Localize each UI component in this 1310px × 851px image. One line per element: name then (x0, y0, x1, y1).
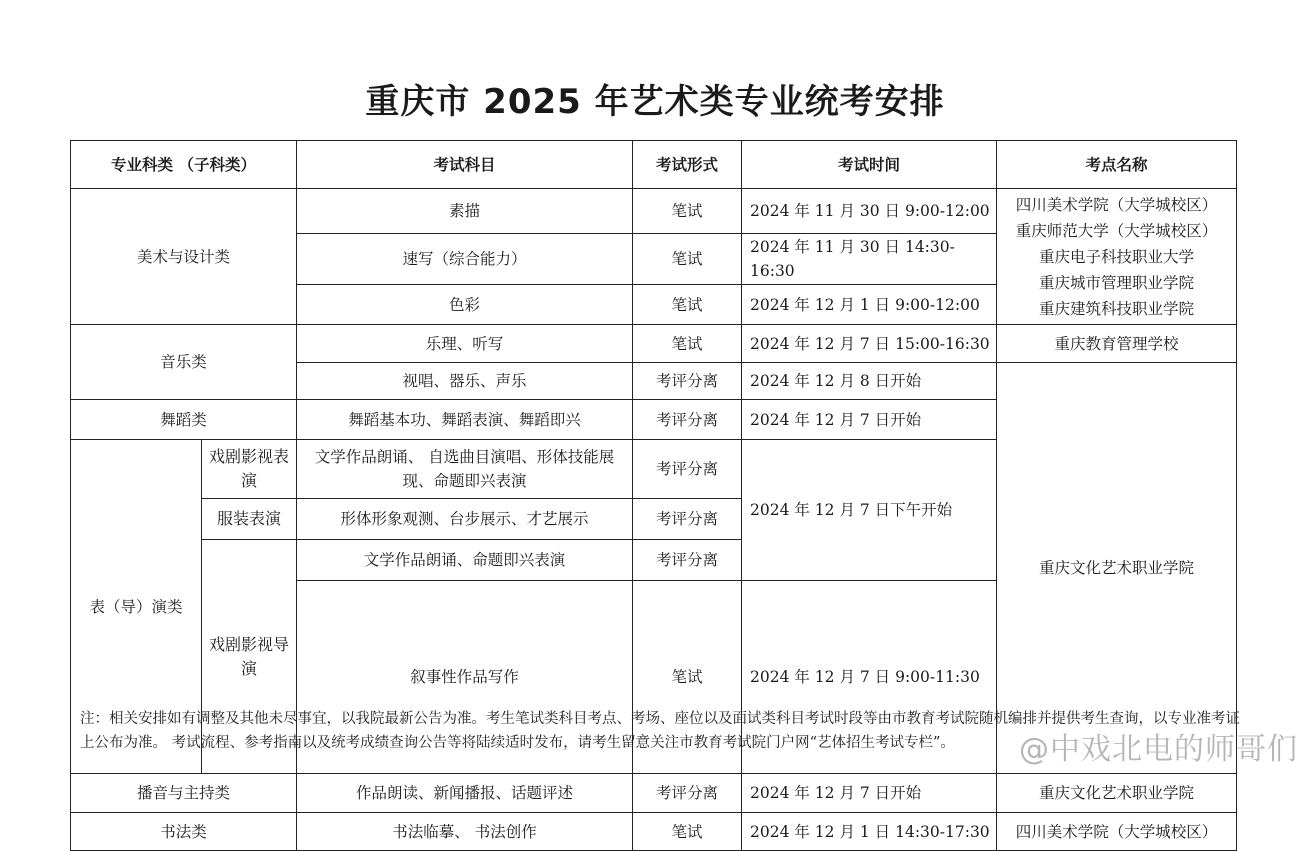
subject-cell: 作品朗读、新闻播报、话题评述 (297, 774, 633, 813)
venue-cell: 四川美术学院（大学城校区） (997, 813, 1237, 851)
form-cell: 笔试 (633, 285, 742, 325)
subcategory-fashion: 服装表演 (202, 499, 297, 540)
header-venue: 考点名称 (997, 141, 1237, 189)
header-category: 专业科类 （子科类） (71, 141, 297, 189)
subject-cell: 色彩 (297, 285, 633, 325)
subject-cell: 叙事性作品写作 (297, 581, 633, 774)
time-cell: 2024 年 12 月 1 日 9:00-12:00 (742, 285, 997, 325)
time-cell: 2024 年 11 月 30 日 14:30-16:30 (742, 234, 997, 285)
watermark: @中戏北电的师哥们 (1019, 732, 1298, 767)
form-cell: 考评分离 (633, 540, 742, 581)
time-cell: 2024 年 12 月 8 日开始 (742, 363, 997, 400)
venue-item: 四川美术学院（大学城校区） (1015, 195, 1218, 214)
venue-item: 重庆电子科技职业大学 (1038, 247, 1194, 266)
form-cell: 笔试 (633, 581, 742, 774)
time-cell: 2024 年 12 月 1 日 14:30-17:30 (742, 813, 997, 851)
form-cell: 笔试 (633, 189, 742, 234)
form-cell: 笔试 (633, 813, 742, 851)
category-music: 音乐类 (71, 325, 297, 400)
art-venue-list (997, 189, 1237, 325)
subject-cell: 素描 (297, 189, 633, 234)
form-cell: 考评分离 (633, 400, 742, 440)
venue-item: 重庆建筑科技职业学院 (1038, 299, 1194, 318)
header-form: 考试形式 (633, 141, 742, 189)
subject-cell: 舞蹈基本功、舞蹈表演、舞蹈即兴 (297, 400, 633, 440)
time-cell: 2024 年 12 月 7 日下午开始 (742, 440, 997, 581)
venue-item: 重庆师范大学（大学城校区） (1015, 221, 1218, 240)
category-dance: 舞蹈类 (71, 400, 297, 440)
category-calligraphy: 书法类 (71, 813, 297, 851)
subcategory-drama-acting: 戏剧影视表演 (202, 440, 297, 499)
venue-item: 重庆城市管理职业学院 (1038, 273, 1194, 292)
category-broadcast: 播音与主持类 (71, 774, 297, 813)
table-header-row (71, 141, 1237, 189)
venue-cell: 重庆教育管理学校 (997, 325, 1237, 363)
time-cell: 2024 年 12 月 7 日开始 (742, 400, 997, 440)
venue-cell-merged: 重庆文化艺术职业学院 (997, 363, 1237, 774)
time-cell: 2024 年 11 月 30 日 9:00-12:00 (742, 189, 997, 234)
table-row (71, 774, 1237, 813)
header-subject: 考试科目 (297, 141, 633, 189)
table-row (71, 325, 1237, 363)
table-row (71, 189, 1237, 234)
subject-cell: 视唱、器乐、声乐 (297, 363, 633, 400)
time-cell: 2024 年 12 月 7 日 9:00-11:30 (742, 581, 997, 774)
subcategory-drama-directing: 戏剧影视导演 (202, 540, 297, 774)
table-row (71, 813, 1237, 851)
subject-cell: 形体形象观测、台步展示、才艺展示 (297, 499, 633, 540)
venue-cell: 重庆文化艺术职业学院 (997, 774, 1237, 813)
subject-cell: 文学作品朗诵、命题即兴表演 (297, 540, 633, 581)
form-cell: 考评分离 (633, 499, 742, 540)
header-time: 考试时间 (742, 141, 997, 189)
subject-cell: 速写（综合能力） (297, 234, 633, 285)
form-cell: 考评分离 (633, 440, 742, 499)
form-cell: 笔试 (633, 325, 742, 363)
document-title: 重庆市 2025 年艺术类专业统考安排 (365, 82, 945, 122)
time-cell: 2024 年 12 月 7 日开始 (742, 774, 997, 813)
category-perform: 表（导）演类 (71, 440, 202, 774)
category-art: 美术与设计类 (71, 189, 297, 325)
form-cell: 考评分离 (633, 363, 742, 400)
subject-cell: 乐理、听写 (297, 325, 633, 363)
footnote: 注：相关安排如有调整及其他未尽事宜，以我院最新公告为准。考生笔试类科目考点、考场、座位以及面试类科目考试时段等由市教育考试院随机编排并提供考生查询，以专业准考证上公布为准。 考试流程、参考指南以及统考成绩查询公告等将陆续适时发布，请考生留意关注市教育考试院门户网“艺体招生考试专栏”。 (80, 711, 1240, 751)
form-cell: 考评分离 (633, 774, 742, 813)
subject-cell: 文学作品朗诵、 自选曲目演唱、形体技能展现、命题即兴表演 (297, 440, 633, 499)
subject-cell: 书法临摹、 书法创作 (297, 813, 633, 851)
form-cell: 笔试 (633, 234, 742, 285)
time-cell: 2024 年 12 月 7 日 15:00-16:30 (742, 325, 997, 363)
